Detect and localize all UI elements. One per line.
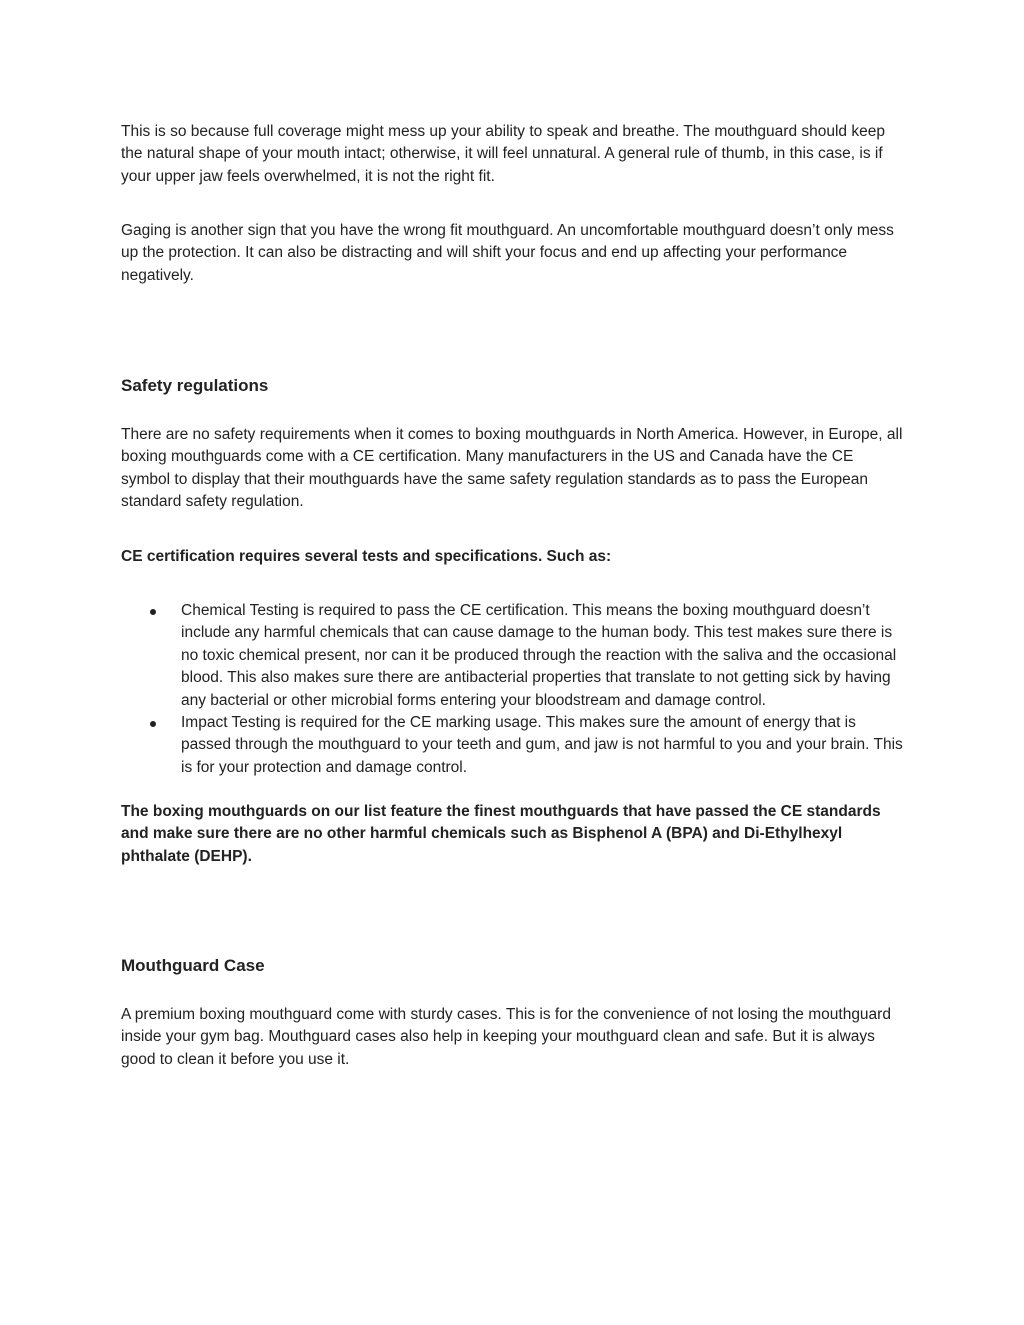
ce-closing-paragraph: The boxing mouthguards on our list feature the finest mouthguards that have passed the CE standards and make sure there are no other harmful chemicals such as Bisphenol A (BPA) and Di-Ethylhexyl phthalate (DEHP). bbox=[121, 803, 881, 865]
ce-lead-text: CE certification requires several tests and specifications. Such as: bbox=[121, 548, 612, 565]
bullet-icon bbox=[150, 721, 156, 727]
gaging-paragraph: Gaging is another sign that you have the wrong fit mouthguard. An uncomfortable mouthguard doesn’t only mess up the protection. It can also be distracting and will shift your focus and end up affecting your performance negatively. bbox=[121, 222, 894, 284]
case-paragraph: A premium boxing mouthguard come with sturdy cases. This is for the convenience of not losing the mouthguard inside your gym bag. Mouthguard cases also help in keeping your mouthguard clean and safe. But it is always good to clean it before you use it. bbox=[121, 1006, 891, 1068]
list-item bbox=[121, 600, 906, 712]
safety-intro-paragraph: There are no safety requirements when it comes to boxing mouthguards in North America. However, in Europe, all boxing mouthguards come with a CE certification. Many manufacturers in the US and Canada have the CE symbol to display that their mouthguards have the same safety regulation standards as to pass the European standard safety regulation. bbox=[121, 426, 903, 511]
bullet-icon bbox=[150, 609, 156, 615]
list-item bbox=[121, 712, 906, 779]
list-item-text: Impact Testing is required for the CE marking usage. This makes sure the amount of energy that is passed through the mouthguard to your teeth and gum, and jaw is not harmful to you and your brain. This is for your protection and damage control. bbox=[181, 714, 903, 776]
list-item-text: Chemical Testing is required to pass the CE certification. This means the boxing mouthguard doesn’t include any harmful chemicals that can cause damage to the human body. This test makes sure there is no toxic chemical present, nor can it be produced through the reaction with the saliva and the occasional blood. This also makes sure there are antibacterial properties that translate to not getting sick by having any bacterial or other microbial forms entering your bloodstream and damage control. bbox=[181, 602, 897, 709]
case-heading: Mouthguard Case bbox=[121, 956, 265, 975]
safety-heading: Safety regulations bbox=[121, 376, 269, 395]
coverage-paragraph: This is so because full coverage might mess up your ability to speak and breathe. The mouthguard should keep the natural shape of your mouth intact; otherwise, it will feel unnatural. A general rule of thumb, in this case, is if your upper jaw feels overwhelmed, it is not the right fit. bbox=[121, 123, 885, 185]
ce-tests-list bbox=[121, 600, 906, 779]
